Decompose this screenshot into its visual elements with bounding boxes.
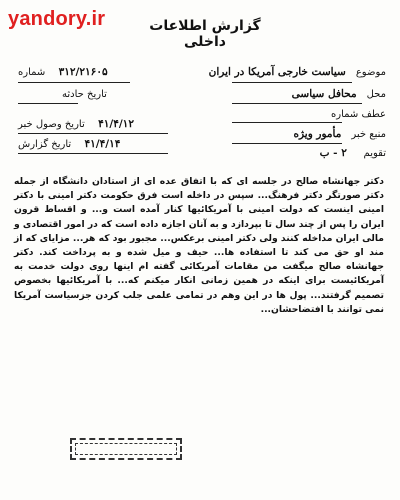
site-watermark: yandory.ir xyxy=(8,8,106,30)
source-code-underline xyxy=(232,122,342,123)
source-field xyxy=(293,128,386,140)
report-date-value: ۴۱/۴/۱۴ xyxy=(84,138,121,150)
archive-stamp xyxy=(70,438,182,460)
subject-label: موضوع xyxy=(355,67,386,78)
report-date-label: تاریخ گزارش xyxy=(18,139,72,150)
location-label: محل xyxy=(366,89,386,100)
number-value: ۳۱۲/۲۱۶۰۵ xyxy=(58,66,108,78)
source-label: منبع خبر xyxy=(351,129,386,140)
evaluation-value: ۲ - ب xyxy=(319,147,347,159)
report-body-text: دکتر جهانشاه صالح در جلسه ای که با اتفاق عده ای از استادان دانشگاه از جمله دکتر صورتگر دکتر فرهنگ... سپس در داخله است فرق حکومت دکتر امینی با دکتر امینی اینست که دولت امینی با آمریکائیها کنار آمده است و... و اقساط قرون ایران را پس از چند سال تا بپردازد و به آنان اجازه داده است که در امور اقتصادی و مالی ایران مداخله کنند ولی دکتر امینی برعکس... مجبور بود که هر... مزایای که از مند او حق می کند تا استفاده ها... حیف و میل شده و به پرداخت کند. دکتر جهانشاه صالح میگفت من مقامات آمریکائی گفته ام اینها روی دولت خدمت به آمریکائیست برای اینکه در همین زمانی انکار میکنم که... با آمریکائیها بخصوص تصمیم گرفتند... پول ها در این وهم در تمامی علمی جلب کردن جزسیاست آمریکا نمی توانند با افتضاحشان... xyxy=(14,176,384,315)
event-date-label: تاریخ حادثه xyxy=(62,89,107,100)
received-date-field xyxy=(18,118,134,130)
archive-stamp-inner xyxy=(75,443,177,455)
subject-field xyxy=(209,66,386,78)
received-date-label: تاریخ وصول خبر xyxy=(18,119,85,130)
evaluation-label: تقویم xyxy=(363,148,386,159)
report-date-underline xyxy=(18,153,168,154)
evaluation-field xyxy=(320,147,386,159)
received-date-underline xyxy=(18,133,168,134)
subject-value: سیاست خارجی آمریکا در ایران xyxy=(208,66,346,78)
source-code-label: عطف شماره xyxy=(331,109,386,120)
number-field xyxy=(18,66,108,78)
number-underline xyxy=(18,82,130,83)
subject-underline xyxy=(232,82,352,83)
report-date-field xyxy=(18,138,120,150)
location-value: محافل سیاسی xyxy=(291,88,357,100)
event-date-underline xyxy=(18,103,78,104)
location-underline xyxy=(232,103,362,104)
source-underline xyxy=(232,143,342,144)
source-code-field xyxy=(331,108,386,120)
document-title: گزارش اطلاعات داخلی xyxy=(149,18,261,50)
number-label: شماره xyxy=(18,67,46,78)
location-field xyxy=(292,88,386,100)
received-date-value: ۴۱/۴/۱۲ xyxy=(98,118,134,130)
source-value: مأمور ویژه xyxy=(293,128,342,140)
event-date-field xyxy=(62,88,107,100)
